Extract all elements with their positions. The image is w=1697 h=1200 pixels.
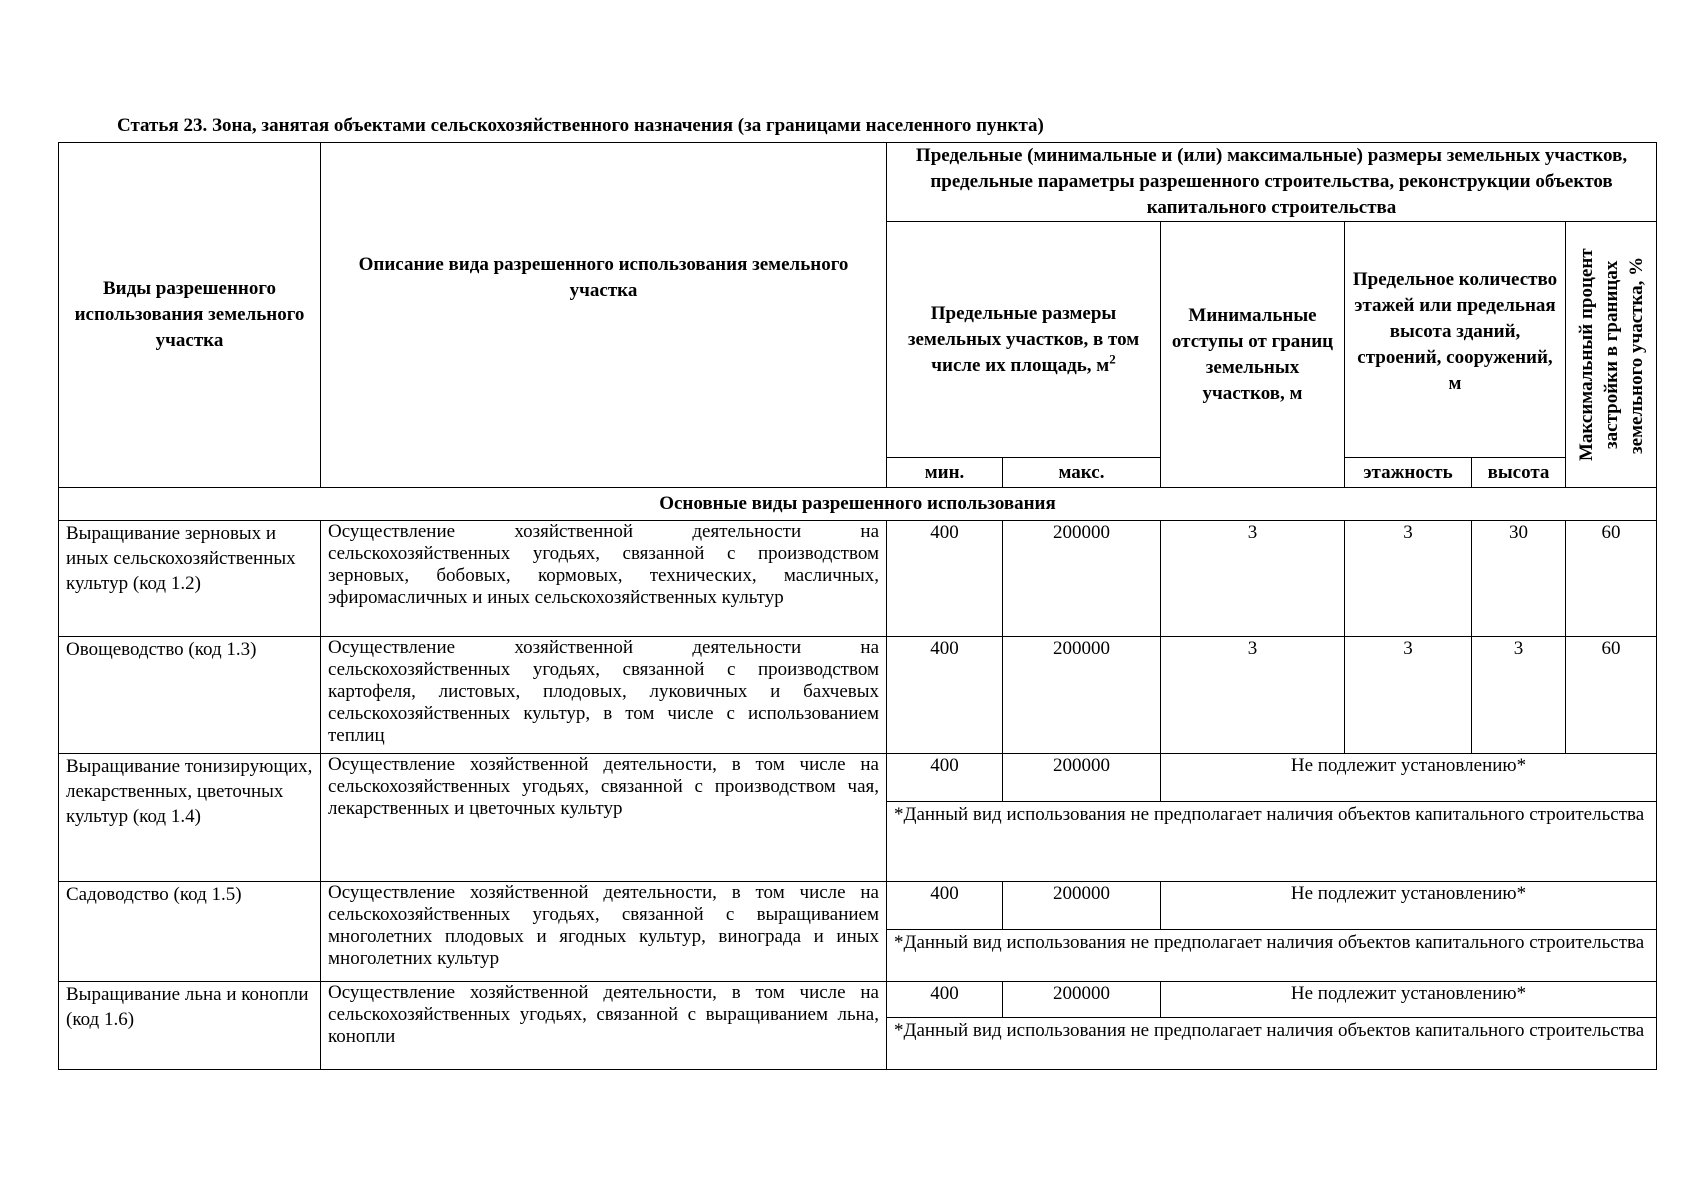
header-description: Описание вида разрешенного использования земельного участка	[321, 143, 887, 488]
coverage-cell: 60	[1566, 637, 1657, 754]
floors-cell: 3	[1345, 521, 1472, 637]
min-size-cell: 400	[887, 982, 1003, 1018]
min-size-cell: 400	[887, 637, 1003, 754]
header-coverage-text: Максимальный процент застройки в границах земельного участка, %	[1575, 248, 1647, 461]
table-row	[59, 882, 1657, 930]
min-size-cell: 400	[887, 882, 1003, 930]
note-cell: *Данный вид использования не предполагает наличия объектов капитального строительства	[887, 1018, 1657, 1070]
setback-cell: 3	[1161, 637, 1345, 754]
usage-cell: Выращивание зерновых и иных сельскохозяйственных культур (код 1.2)	[59, 521, 321, 637]
note-cell: *Данный вид использования не предполагает наличия объектов капитального строительства	[887, 930, 1657, 982]
usage-cell: Садоводство (код 1.5)	[59, 882, 321, 982]
header-min: мин.	[887, 458, 1003, 488]
header-row-1	[59, 143, 1657, 222]
table-row	[59, 754, 1657, 802]
usage-cell: Выращивание тонизирующих, лекарственных, цветочных культур (код 1.4)	[59, 754, 321, 882]
header-plot-sizes-sup: 2	[1109, 351, 1116, 367]
zoning-table	[58, 142, 1657, 1070]
height-cell: 3	[1472, 637, 1566, 754]
max-size-cell: 200000	[1003, 882, 1161, 930]
header-height: высота	[1472, 458, 1566, 488]
header-usage: Виды разрешенного использования земельного участка	[59, 143, 321, 488]
section-title: Основные виды разрешенного использования	[59, 488, 1657, 521]
header-limits: Предельные (минимальные и (или) максимальные) размеры земельных участков, предельные параметры разрешенного строительства, реконструкции объектов капитального строительства	[887, 143, 1657, 222]
not-set-cell: Не подлежит установлению*	[1161, 882, 1657, 930]
max-size-cell: 200000	[1003, 754, 1161, 802]
max-size-cell: 200000	[1003, 637, 1161, 754]
header-floors: Предельное количество этажей или предельная высота зданий, строений, сооружений, м	[1345, 222, 1566, 458]
description-cell: Осуществление хозяйственной деятельности на сельскохозяйственных угодьях, связанной с производством зерновых, бобовых, кормовых, технических, масличных, эфиромасличных и иных сельскохозяйственных культур	[321, 521, 887, 637]
table-row	[59, 982, 1657, 1018]
not-set-cell: Не подлежит установлению*	[1161, 754, 1657, 802]
page-title: Статья 23. Зона, занятая объектами сельскохозяйственного назначения (за границами населенного пункта)	[117, 115, 1044, 136]
not-set-cell: Не подлежит установлению*	[1161, 982, 1657, 1018]
header-setbacks: Минимальные отступы от границ земельных участков, м	[1161, 222, 1345, 488]
table-row	[59, 521, 1657, 637]
description-cell: Осуществление хозяйственной деятельности, в том числе на сельскохозяйственных угодьях, связанной с выращиванием многолетних плодовых и ягодных культур, винограда и иных многолетних культур	[321, 882, 887, 982]
description-cell: Осуществление хозяйственной деятельности на сельскохозяйственных угодьях, связанной с производством картофеля, листовых, плодовых, луковичных и бахчевых сельскохозяйственных культур, в том числе с использованием теплиц	[321, 637, 887, 754]
section-row	[59, 488, 1657, 521]
max-size-cell: 200000	[1003, 521, 1161, 637]
description-cell: Осуществление хозяйственной деятельности, в том числе на сельскохозяйственных угодьях, связанной с производством чая, лекарственных и цветочных культур	[321, 754, 887, 882]
header-max: макс.	[1003, 458, 1161, 488]
usage-cell: Овощеводство (код 1.3)	[59, 637, 321, 754]
header-plot-sizes-text: Предельные размеры земельных участков, в том числе их площадь, м	[907, 302, 1140, 376]
header-floors-count: этажность	[1345, 458, 1472, 488]
description-cell: Осуществление хозяйственной деятельности, в том числе на сельскохозяйственных угодьях, связанной с выращиванием льна, конопли	[321, 982, 887, 1070]
coverage-cell: 60	[1566, 521, 1657, 637]
note-cell: *Данный вид использования не предполагает наличия объектов капитального строительства	[887, 802, 1657, 882]
usage-cell: Выращивание льна и конопли (код 1.6)	[59, 982, 321, 1070]
max-size-cell: 200000	[1003, 982, 1161, 1018]
setback-cell: 3	[1161, 521, 1345, 637]
min-size-cell: 400	[887, 754, 1003, 802]
min-size-cell: 400	[887, 521, 1003, 637]
height-cell: 30	[1472, 521, 1566, 637]
floors-cell: 3	[1345, 637, 1472, 754]
header-plot-sizes	[887, 222, 1161, 458]
table-row	[59, 637, 1657, 754]
header-coverage	[1566, 222, 1657, 488]
